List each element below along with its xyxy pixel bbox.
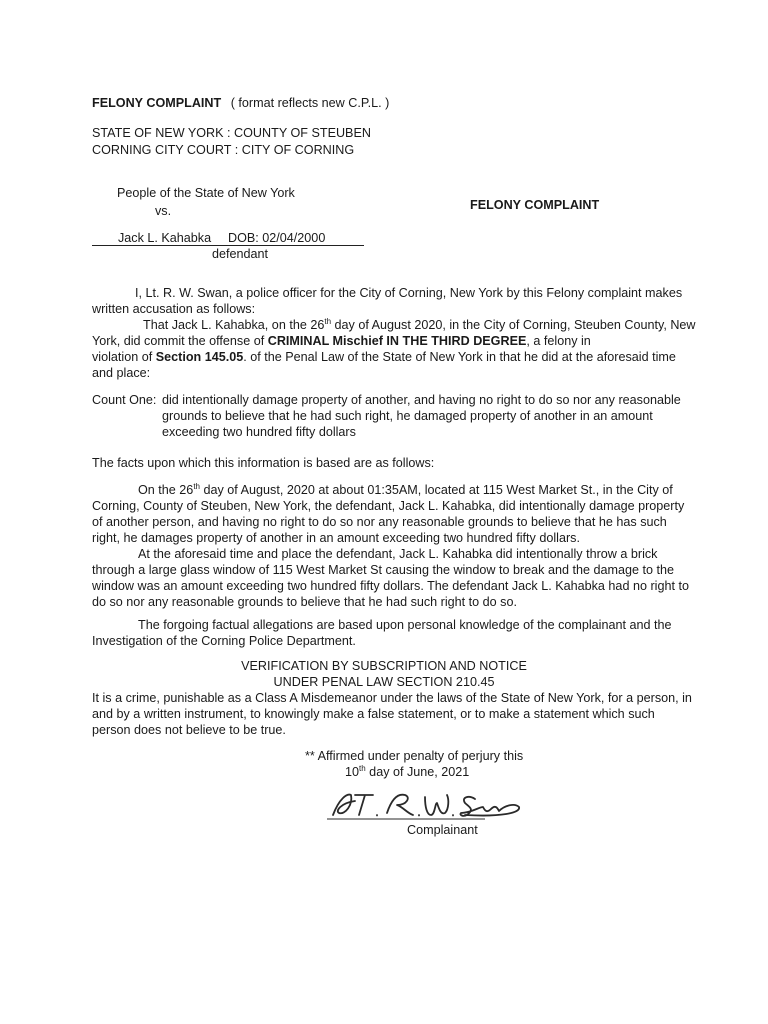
complainant-label: Complainant bbox=[407, 823, 478, 837]
offense-name: CRIMINAL Mischief IN THE THIRD DEGREE bbox=[267, 334, 527, 348]
state-county-line: STATE OF NEW YORK : COUNTY OF STEUBEN bbox=[92, 126, 371, 140]
verification-text-1: It is a crime, punishable as a Class A Misdemeanor under the laws of the State of New York, for a person, in bbox=[92, 691, 692, 705]
facts-line-1: On the 26th day of August, 2020 at about 01:35AM, located at 115 West Market St., in the City of bbox=[138, 481, 673, 497]
facts-line-3: of another person, and having no right to do so nor any reasonable grounds to believe that he has such bbox=[92, 515, 667, 529]
verification-text-3: person does not believe to be true. bbox=[92, 723, 286, 737]
charge-line-3: violation of Section 145.05. of the Penal Law of the State of New York in that he did at the aforesaid time bbox=[92, 350, 676, 364]
affirmation-line-1: ** Affirmed under penalty of perjury this bbox=[305, 749, 524, 763]
defendant-dob: DOB: 02/04/2000 bbox=[228, 231, 326, 245]
facts-line-6: through a large glass window of 115 West Market St causing the window to break and the damage to the bbox=[92, 563, 674, 577]
doc-type-heading: FELONY COMPLAINT bbox=[470, 198, 600, 212]
intro-line-2: written accusation as follows: bbox=[92, 302, 256, 316]
facts-line-2: Corning, County of Steuben, New York, the defendant, Jack L. Kahabka, did intentionally damage property bbox=[92, 499, 685, 513]
affirmation-line-2: 10th day of June, 2021 bbox=[345, 763, 470, 779]
allegations-line-1: The forgoing factual allegations are based upon personal knowledge of the complainant and the bbox=[138, 618, 672, 632]
charge-line-4: and place: bbox=[92, 366, 151, 380]
defendant-name: Jack L. Kahabka bbox=[118, 231, 212, 245]
charge-line-2: York, did commit the offense of CRIMINAL Mischief IN THE THIRD DEGREE, a felony in bbox=[92, 334, 591, 348]
header-line bbox=[92, 95, 389, 111]
charge-line-1: That Jack L. Kahabka, on the 26th day of August 2020, in the City of Corning, Steuben County, New bbox=[143, 316, 696, 332]
format-note: ( format reflects new C.P.L. ) bbox=[230, 96, 390, 110]
count-line-3: exceeding two hundred fifty dollars bbox=[162, 425, 356, 439]
verification-text-2: and by a written instrument, to knowingly make a false statement, or to make a statement which such bbox=[92, 707, 655, 721]
vs-caption: vs. bbox=[155, 204, 172, 218]
facts-line-8: do so nor any reasonable grounds to believe that he had such right to do so. bbox=[92, 595, 517, 609]
signature-image bbox=[325, 785, 525, 825]
facts-intro: The facts upon which this information is based are as follows: bbox=[92, 456, 435, 470]
count-label: Count One: bbox=[92, 393, 157, 407]
count-line-1: did intentionally damage property of another, and having no right to do so nor any reasonable bbox=[162, 393, 681, 407]
document-title: FELONY COMPLAINT bbox=[92, 96, 222, 110]
count-line-2: grounds to believe that he had such right, he damaged property of another in an amount bbox=[162, 409, 653, 423]
intro-line-1: I, Lt. R. W. Swan, a police officer for the City of Corning, New York by this Felony complaint makes bbox=[135, 286, 683, 300]
penal-section: Section 145.05 bbox=[155, 350, 244, 364]
people-caption: People of the State of New York bbox=[117, 186, 295, 200]
verification-heading-2: UNDER PENAL LAW SECTION 210.45 bbox=[273, 675, 495, 689]
defendant-label: defendant bbox=[212, 247, 269, 261]
verification-heading-1: VERIFICATION BY SUBSCRIPTION AND NOTICE bbox=[241, 659, 527, 673]
facts-line-7: window was an amount exceeding two hundred fifty dollars. The defendant Jack L. Kahabka had no right to bbox=[92, 579, 689, 593]
facts-line-5: At the aforesaid time and place the defendant, Jack L. Kahabka did intentionally throw a brick bbox=[138, 547, 658, 561]
court-line: CORNING CITY COURT : CITY OF CORNING bbox=[92, 143, 355, 157]
allegations-line-2: Investigation of the Corning Police Department. bbox=[92, 634, 356, 648]
facts-line-4: right, he damages property of another in an amount exceeding two hundred fifty dollars. bbox=[92, 531, 580, 545]
